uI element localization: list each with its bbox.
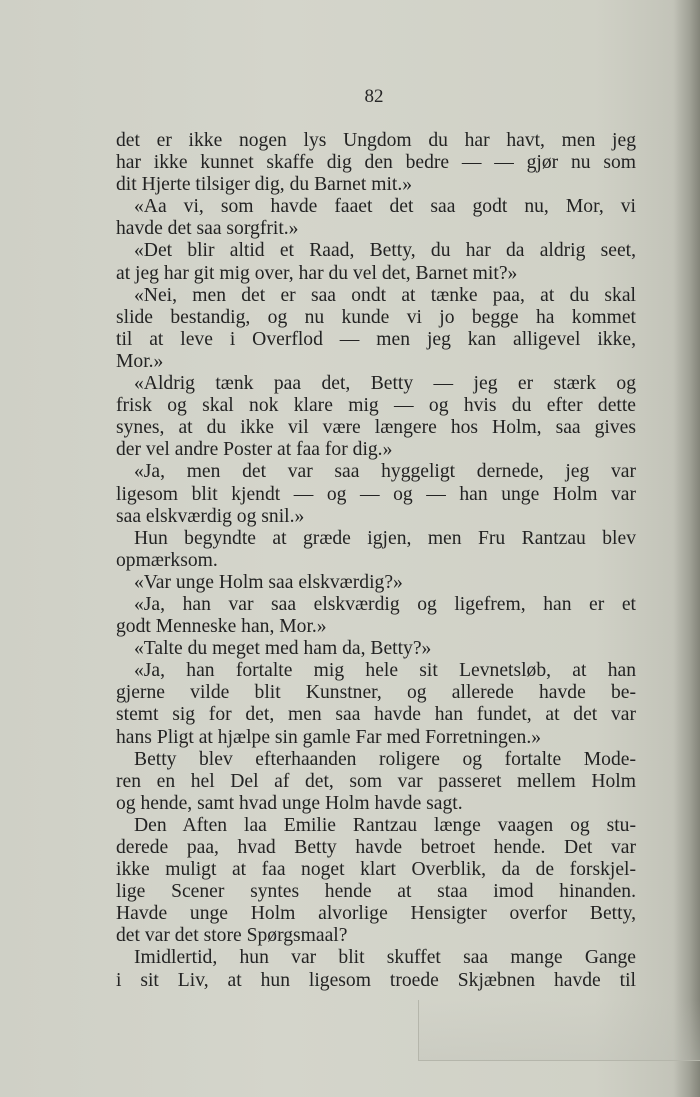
- text-line: at jeg har git mig over, har du vel det, Barnet mit?»: [116, 262, 518, 284]
- text-line: godt Menneske han, Mor.»: [116, 616, 327, 638]
- pasted-slip: [418, 1000, 700, 1061]
- text-line: Hun begyndte at græde igjen, men Fru Rantzau blev: [134, 527, 636, 549]
- text-line: «Aa vi, som havde faaet det saa godt nu, Mor, vi: [134, 196, 636, 218]
- text-line: «Nei, men det er saa ondt at tænke paa, at du skal: [134, 284, 636, 306]
- text-line: frisk og skal nok klare mig — og hvis du efter dette: [116, 395, 636, 417]
- page-number: 82: [364, 86, 384, 107]
- text-line: i sit Liv, at hun ligesom troede Skjæbnen havde til: [116, 969, 636, 991]
- text-line: «Det blir altid et Raad, Betty, du har da aldrig seet,: [134, 240, 636, 262]
- body-text: [116, 130, 636, 992]
- text-line: der vel andre Poster at faa for dig.»: [116, 439, 393, 461]
- text-line: det var det store Spørgsmaal?: [116, 925, 348, 947]
- text-line: ikke muligt at faa noget klart Overblik, da de forskjel-: [116, 859, 636, 881]
- text-line: «Ja, men det var saa hyggeligt dernede, jeg var: [134, 461, 636, 483]
- text-line: Den Aften laa Emilie Rantzau længe vaagen og stu-: [134, 814, 636, 836]
- text-line: Mor.»: [116, 350, 164, 372]
- text-line: «Var unge Holm saa elskværdig?»: [134, 571, 403, 593]
- page-edge-shadow: [674, 0, 700, 1097]
- text-line: «Aldrig tænk paa det, Betty — jeg er stærk og: [134, 373, 636, 395]
- text-line: har ikke kunnet skaffe dig den bedre — — gjør nu som: [116, 152, 636, 174]
- text-line: stemt sig for det, men saa havde han fundet, at det var: [116, 704, 636, 726]
- text-line: hans Pligt at hjælpe sin gamle Far med Forretningen.»: [116, 726, 542, 748]
- text-line: Betty blev efterhaanden roligere og fortalte Mode-: [134, 748, 636, 770]
- text-line: slide bestandig, og nu kunde vi jo begge ha kommet: [116, 306, 636, 328]
- text-line: det er ikke nogen lys Ungdom du har havt, men jeg: [116, 130, 636, 151]
- text-line: ren en hel Del af det, som var passeret mellem Holm: [116, 770, 636, 792]
- text-line: opmærksom.: [116, 549, 218, 571]
- text-line: «Ja, han var saa elskværdig og ligefrem, han er et: [134, 593, 636, 615]
- text-line: ligesom blit kjendt — og — og — han unge Holm var: [116, 483, 636, 505]
- text-line: og hende, samt hvad unge Holm havde sagt.: [116, 792, 463, 814]
- text-line: synes, at du ikke vil være længere hos Holm, saa gives: [116, 417, 636, 439]
- text-line: derede paa, hvad Betty havde betroet hende. Det var: [116, 837, 636, 858]
- text-line: havde det saa sorgfrit.»: [116, 218, 299, 240]
- text-line: gjerne vilde blit Kunstner, og allerede havde be-: [116, 682, 636, 704]
- text-line: «Ja, han fortalte mig hele sit Levnetsløb, at han: [134, 660, 636, 682]
- text-line: dit Hjerte tilsiger dig, du Barnet mit.»: [116, 174, 413, 196]
- text-line: til at leve i Overflod — men jeg kan alligevel ikke,: [116, 328, 636, 350]
- text-line: Havde unge Holm alvorlige Hensigter overfor Betty,: [116, 903, 636, 925]
- text-line: Imidlertid, hun var blit skuffet saa mange Gange: [134, 947, 636, 969]
- text-line: lige Scener syntes hende at staa imod hinanden.: [116, 881, 636, 903]
- text-line: saa elskværdig og snil.»: [116, 505, 305, 527]
- text-line: «Talte du meget med ham da, Betty?»: [134, 638, 432, 660]
